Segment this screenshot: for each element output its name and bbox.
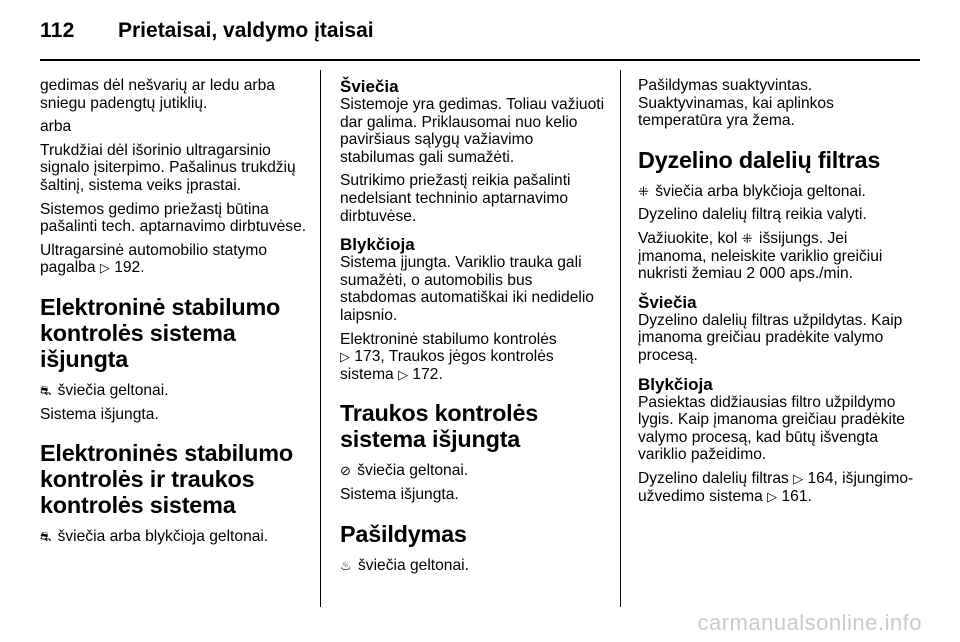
paragraph: Sistema išjungta.: [40, 405, 159, 423]
page-number: 112: [40, 19, 75, 42]
heading-flashing: Blykčioja: [638, 374, 713, 394]
paragraph: Sutrikimo priežastį reikia pašalinti nedelsiant techninio aptarnavimo dirbtuvėse.: [340, 172, 571, 225]
heading-lit: Šviečia: [638, 292, 697, 312]
heading-lit: Šviečia: [340, 77, 399, 96]
esc-tc-icon: ⛐: [40, 529, 52, 545]
cross-reference-arrow-icon[interactable]: ▷: [767, 488, 778, 504]
paragraph: [40, 242, 316, 277]
paragraph: Dyzelino dalelių filtras užpildytas. Kaip įmanoma greičiau pradėkite valymo procesą.: [638, 311, 903, 364]
paragraph: gedimas dėl nešvarių ar ledu arba sniegu padengtų jutiklių.: [40, 77, 275, 112]
heading-tc-off: Traukos kontrolės sistema išjungta: [340, 400, 539, 453]
esc-off-icon: ⛐: [40, 382, 52, 398]
paragraph-text: šviečia arba blykčioja geltonai.: [655, 182, 866, 200]
cross-reference-arrow-icon[interactable]: ▷: [398, 366, 409, 382]
page-reference[interactable]: 161.: [781, 487, 812, 505]
column-divider-1: [320, 70, 321, 607]
paragraph-text: šviečia geltonai.: [358, 556, 469, 574]
page-reference[interactable]: 192.: [114, 259, 145, 277]
cross-reference-arrow-icon[interactable]: ▷: [793, 470, 804, 486]
paragraph: [40, 382, 316, 400]
paragraph: [340, 462, 608, 480]
heading-esc-off: Elektroninė stabilumo kontrolės sistema išjungta: [40, 293, 281, 372]
paragraph-text: šviečia geltonai.: [57, 381, 169, 399]
paragraph-text: išsijungs. Jei įmanoma, neleiskite variklio greičiui nukristi žemiau 2 000 aps./min.: [638, 229, 883, 283]
paragraph-text: Važiuokite, kol: [638, 229, 738, 247]
page-header: [0, 0, 960, 60]
diesel-particle-filter-icon: ⁜: [638, 183, 649, 199]
paragraph: [40, 528, 316, 546]
paragraph: [638, 183, 920, 201]
header-rule: [40, 59, 920, 61]
paragraph: Sistema įjungta. Variklio trauka gali sumažėti, o automobilis bus stabdomas automatiškai iki nedidelio laipsnio.: [340, 254, 594, 324]
column-1: [40, 77, 316, 552]
paragraph: [638, 230, 920, 283]
heading-flashing: Blykčioja: [340, 235, 415, 255]
paragraph-text: Ultragarsinė automobilio statymo pagalba: [40, 241, 268, 277]
cross-reference-arrow-icon[interactable]: ▷: [99, 260, 110, 276]
paragraph-text: Elektroninė stabilumo kontrolės: [340, 330, 557, 348]
page-reference[interactable]: 172.: [412, 365, 443, 383]
column-2: [340, 77, 608, 580]
heading-preheat: Pašildymas: [340, 520, 467, 547]
paragraph: [638, 470, 920, 505]
paragraph: Pašildymas suaktyvintas. Suaktyvinamas, kai aplinkos temperatūra yra žema.: [638, 77, 834, 130]
heading-esc-tc: Elektroninės stabilumo kontrolės ir traukos kontrolės sistema: [40, 440, 293, 519]
cross-reference-arrow-icon[interactable]: ▷: [340, 349, 350, 365]
watermark: carmanualsonline.info: [697, 610, 922, 635]
heading-dpf: Dyzelino dalelių filtras: [638, 146, 881, 173]
page-title: Prietaisai, valdymo įtaisai: [118, 19, 374, 42]
diesel-particle-filter-icon: ⁜: [741, 230, 753, 246]
column-divider-2: [620, 70, 621, 607]
paragraph: Sistemos gedimo priežastį būtina pašalinti tech. aptarnavimo dirbtuvėse.: [40, 200, 307, 236]
paragraph: Sistema išjungta.: [340, 485, 459, 503]
paragraph: Sistemoje yra gedimas. Toliau važiuoti dar galima. Priklausomai nuo kelio paviršiaus sąlygų važiavimo stabilumas gali sumažėti.: [340, 96, 605, 166]
column-3: [638, 77, 920, 511]
paragraph: arba: [40, 118, 72, 136]
paragraph: Trukdžiai dėl išorinio ultragarsinio signalo įsiterpimo. Pašalinus trukdžių šaltinį, sistema veiks įprastai.: [40, 141, 296, 194]
glow-plug-icon: ♨: [340, 557, 352, 573]
paragraph: Pasiektas didžiausias filtro užpildymo lygis. Kaip įmanoma greičiau pradėkite valymo procesą, kad būtų išvengta variklio pažeidimo.: [638, 393, 905, 464]
paragraph: Dyzelino dalelių filtrą reikia valyti.: [638, 206, 867, 224]
paragraph-text: šviečia geltonai.: [357, 462, 469, 480]
page-reference[interactable]: 164, išjungimo-užvedimo sistema: [638, 469, 914, 505]
page-reference[interactable]: 173, Traukos jėgos kontrolės sistema: [340, 348, 554, 383]
paragraph: [340, 557, 608, 575]
paragraph-text: šviečia arba blykčioja geltonai.: [57, 528, 269, 546]
paragraph-text: Dyzelino dalelių filtras: [638, 469, 789, 487]
tc-off-icon: ⊘: [340, 463, 351, 479]
paragraph: [340, 331, 608, 384]
